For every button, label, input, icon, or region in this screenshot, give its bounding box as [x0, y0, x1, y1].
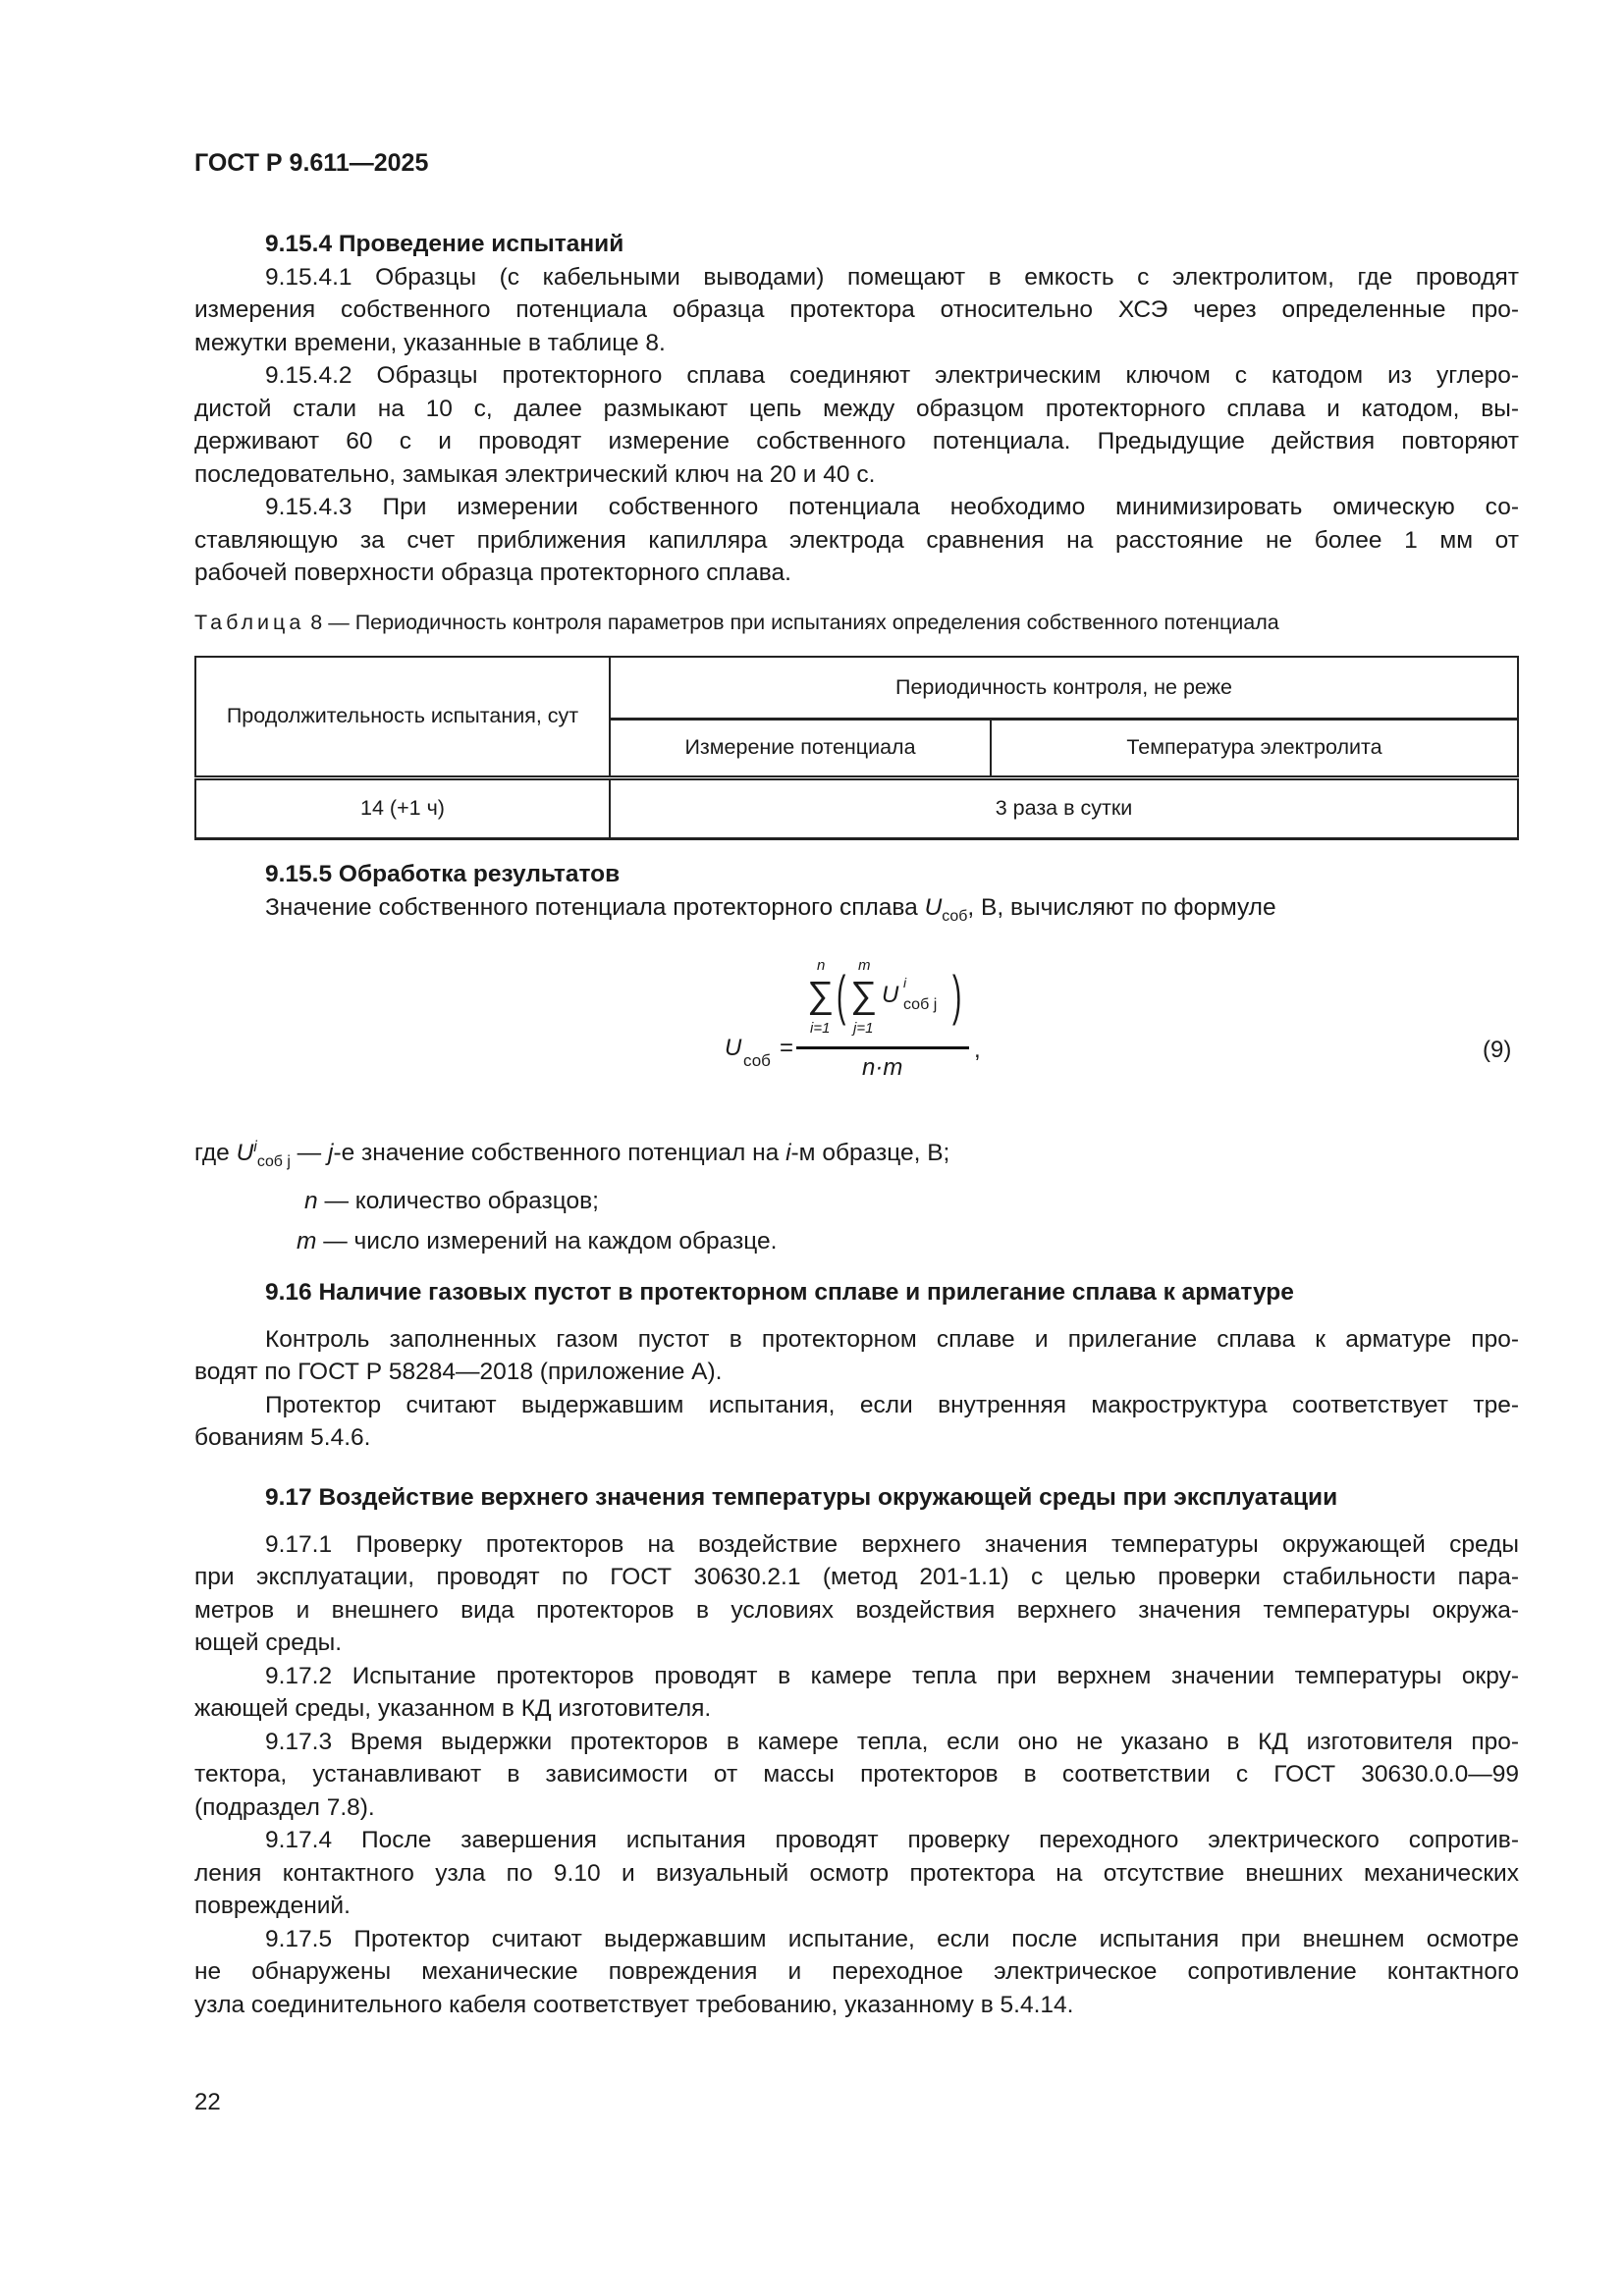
def-text: -м образце, В; [790, 1140, 950, 1167]
text-line: жающей среды, указанном в КД изготовителя. [194, 1695, 712, 1722]
paragraph [194, 261, 1519, 360]
inner-sub: соб j [903, 996, 938, 1013]
text-line: бованиям 5.4.6. [194, 1424, 371, 1451]
text-line: Контроль заполненных газом пустот в протекторном сплаве и прилегание сплава к арматуре про- [265, 1325, 1519, 1353]
section-heading: 9.15.5 Обработка результатов [265, 861, 621, 887]
text-line: 9.17.2 Испытание протекторов проводят в камере тепла при верхнем значении температуры окру- [265, 1662, 1519, 1689]
paragraph [194, 1323, 1519, 1389]
text-line: 9.17.4 После завершения испытания проводят проверку переходного электрического сопротив- [265, 1827, 1519, 1853]
formula-lhs: U [725, 1035, 742, 1061]
table-caption-text: 8 — Периодичность контроля параметров при испытаниях определения собственного потенциала [304, 611, 1279, 634]
text-line: держивают 60 с и проводят измерение собственного потенциала. Предыдущие действия повторяют [194, 428, 1519, 454]
denominator: n·m [862, 1054, 903, 1081]
paragraph [194, 1824, 1519, 1923]
i: i [785, 1140, 791, 1167]
where-label: где [194, 1140, 237, 1167]
paragraph [194, 1528, 1519, 1660]
text-line: 9.15.4.1 Образцы (с кабельными выводами) помещают в емкость с электролитом, где проводят [265, 263, 1519, 291]
section-body [194, 1323, 1519, 1455]
text-line: узла соединительного кабеля соответствует требованию, указанному в 5.4.14. [194, 1991, 1074, 2018]
sym-u-sub: соб j [256, 1153, 291, 1171]
header-potential: Измерение потенциала [610, 719, 991, 777]
header-periodicity: Периодичность контроля, не реже [610, 657, 1518, 719]
section-body [194, 261, 1519, 590]
sym-u-sup: i [253, 1139, 257, 1155]
section-heading: 9.17 Воздействие верхнего значения температуры окружающей среды при эксплуатации [265, 1484, 1338, 1511]
inner-var: U [882, 982, 899, 1008]
sum-outer-top: n [817, 957, 826, 974]
text-line: 9.15.4.2 Образцы протекторного сплава соединяют электрическим ключом с катодом из углеро- [265, 362, 1519, 389]
formula-eq: = [780, 1035, 794, 1061]
text-line: дистой стали на 10 с, далее размыкают цепь между образцом протекторного сплава и катодом, вы- [194, 395, 1519, 422]
text-line: 9.15.4.3 При измерении собственного потенциала необходимо минимизировать омическую со- [265, 494, 1519, 520]
formula-intro [194, 891, 1519, 933]
paragraph [194, 359, 1519, 491]
formula-comma: , [974, 1037, 981, 1063]
text-line: водят по ГОСТ Р 58284—2018 (приложение А). [194, 1359, 723, 1385]
document-header: ГОСТ Р 9.611—2025 [194, 149, 429, 177]
text-line: 9.17.5 Протектор считают выдержавшим испытание, если после испытания при внешнем осмотре [265, 1925, 1519, 1952]
paragraph [194, 1726, 1519, 1825]
table-caption-prefix: Таблица [194, 611, 305, 634]
text-line: измерения собственного потенциала образца протектора относительно ХСЭ через определенные про- [194, 296, 1519, 323]
text-line: ставляющую за счет приближения капилляра электрода сравнения на расстояние не более 1 мм от [194, 526, 1519, 554]
sym-u: U [236, 1140, 254, 1167]
sum-inner-icon: ∑ [850, 975, 878, 1016]
text-line: 9.17.3 Время выдержки протекторов в камере тепла, если оно не указано в КД изготовителя про- [265, 1728, 1519, 1755]
sum-inner-top: m [858, 957, 871, 974]
j: j [328, 1140, 334, 1167]
header-duration: Продолжительность испытания, сут [195, 657, 610, 777]
paragraph [194, 1389, 1519, 1455]
text-line: не обнаружены механические повреждения и переходное электрическое сопротивление контактного [194, 1958, 1519, 1985]
paragraph [194, 491, 1519, 590]
formula-number: (9) [1483, 1037, 1512, 1063]
table-8 [194, 656, 1519, 840]
text-line: Протектор считают выдержавшим испытания, если внутренняя макроструктура соответствует тре- [265, 1391, 1519, 1418]
var-u: U [924, 893, 943, 921]
def-text: -е значение собственного потенциал на [333, 1140, 786, 1167]
table-caption [194, 611, 1519, 635]
text-line: тектора, устанавливают в зависимости от массы протекторов в соответствии с ГОСТ 30630.0.0—99 [194, 1761, 1519, 1788]
text-line: (подраздел 7.8). [194, 1793, 375, 1821]
header-temperature: Температура электролита [991, 719, 1518, 777]
section-9-17 [194, 1481, 1519, 2021]
legend-item-u [194, 1131, 1519, 1179]
def-text: — число измерений на каждом образце. [316, 1228, 778, 1255]
paren-left: ( [837, 964, 846, 1026]
text-line: повреждений. [194, 1893, 351, 1919]
section-9-15-4 [194, 228, 1519, 590]
def-text: — количество образцов; [317, 1187, 599, 1214]
section-9-15-5 [194, 858, 1519, 933]
text-line: последовательно, замыкая электрический ключ на 20 и 40 с. [194, 460, 876, 488]
fraction-bar [796, 1046, 969, 1049]
section-9-16 [194, 1276, 1519, 1455]
cell-duration: 14 (+1 ч) [195, 777, 610, 838]
paragraph [194, 1660, 1519, 1726]
section-body [194, 1528, 1519, 2022]
text-line: ления контактного узла по 9.10 и визуальный осмотр протектора на отсутствие внешних механических [194, 1859, 1519, 1887]
sum-inner-bottom: j=1 [853, 1020, 874, 1037]
sym-m: m [297, 1228, 317, 1255]
sum-outer-icon: ∑ [807, 975, 835, 1016]
dash: — [290, 1140, 328, 1167]
intro-text: Значение собственного потенциала протекторного сплава [265, 893, 925, 921]
inner-sup: i [903, 975, 907, 990]
intro-text-end: , В, вычисляют по формуле [967, 893, 1276, 921]
formula-legend [194, 1131, 1519, 1258]
sym-n: n [304, 1187, 318, 1214]
sum-outer-bottom: i=1 [810, 1020, 831, 1037]
text-line: метров и внешнего вида протекторов в условиях воздействия верхнего значения температуры окружа- [194, 1596, 1519, 1624]
text-line: межутки времени, указанные в таблице 8. [194, 329, 666, 356]
paragraph [194, 1923, 1519, 2022]
table-row [195, 777, 1518, 838]
text-line: 9.17.1 Проверку протекторов на воздействие верхнего значения температуры окружающей среды [265, 1530, 1519, 1558]
cell-periodicity: 3 раза в сутки [610, 777, 1518, 838]
legend-item-n [194, 1185, 1519, 1218]
section-heading: 9.16 Наличие газовых пустот в протекторном сплаве и прилегание сплава к арматуре [265, 1279, 1294, 1306]
text-line: при эксплуатации, проводят по ГОСТ 30630.2.1 (метод 201-1.1) с целью проверки стабильности пара- [194, 1564, 1519, 1590]
legend-item-m [194, 1225, 1519, 1258]
var-u-sub: соб [942, 907, 968, 925]
text-line: рабочей поверхности образца протекторного сплава. [194, 560, 791, 586]
formula-lhs-sub: соб [743, 1051, 771, 1070]
text-line: ющей среды. [194, 1629, 343, 1656]
page-number: 22 [194, 2089, 221, 2115]
section-heading: 9.15.4 Проведение испытаний [265, 231, 624, 257]
paren-right: ) [952, 964, 962, 1026]
